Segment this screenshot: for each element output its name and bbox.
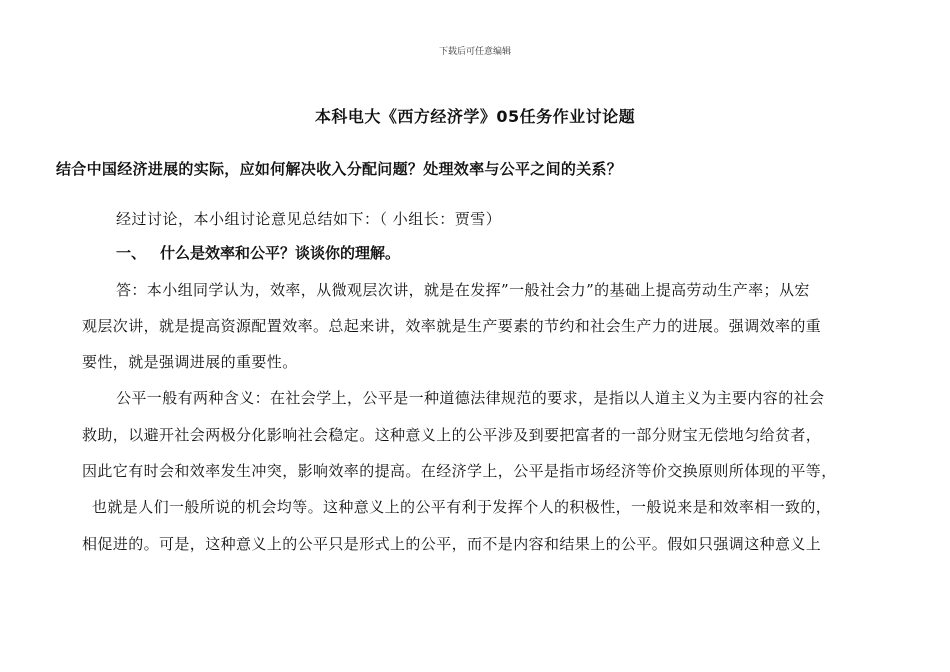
para1-line: 要性，就是强调进展的重要性。 [82, 353, 298, 371]
header-note: 下载后可任意编辑 [438, 47, 511, 57]
para2-line: 救助，以避开社会两极分化影响社会稳定。这种意义上的公平涉及到要把富者的一部分财宝无偿地匀给贫者， [82, 426, 822, 444]
para1-line: 答：本小组同学认为，效率，从微观层次讲，就是在发挥”一般社会力”的基础上提高劳动生产率；从宏 [116, 281, 810, 299]
section-1-heading [116, 242, 400, 263]
section-1-title: 什么是效率和公平？谈谈你的理解。 [160, 244, 401, 262]
para2-line: 公平一般有两种含义：在社会学上，公平是一种道德法律规范的要求，是指以人道主义为主要内容的社会 [116, 389, 825, 407]
para2-line: 因此它有时会和效率发生冲突，影响效率的提高。在经济学上，公平是指市场经济等价交换原则所体现的平等， [82, 462, 837, 480]
discussion-question: 结合中国经济进展的实际，应如何解决收入分配问题？处理效率与公平之间的关系？ [56, 160, 623, 178]
para2-line: 相促进的。可是，这种意义上的公平只是形式上的公平，而不是内容和结果上的公平。假如只强调这种意义上 [82, 535, 822, 553]
group-summary: 经过讨论，本小组讨论意见总结如下：（ 小组长：贾雪） [116, 210, 502, 228]
section-1-number: 一、 [116, 244, 147, 262]
document-title: 本科电大《西方经济学》05任务作业讨论题 [314, 107, 636, 126]
para2-line: 也就是人们一般所说的机会均等。这种意义上的公平有利于发挥个人的积极性，一般说来是和效率相一致的， [92, 498, 832, 516]
para1-line: 观层次讲，就是提高资源配置效率。总起来讲，效率就是生产要素的节约和社会生产力的进展。强调效率的重 [82, 317, 822, 335]
